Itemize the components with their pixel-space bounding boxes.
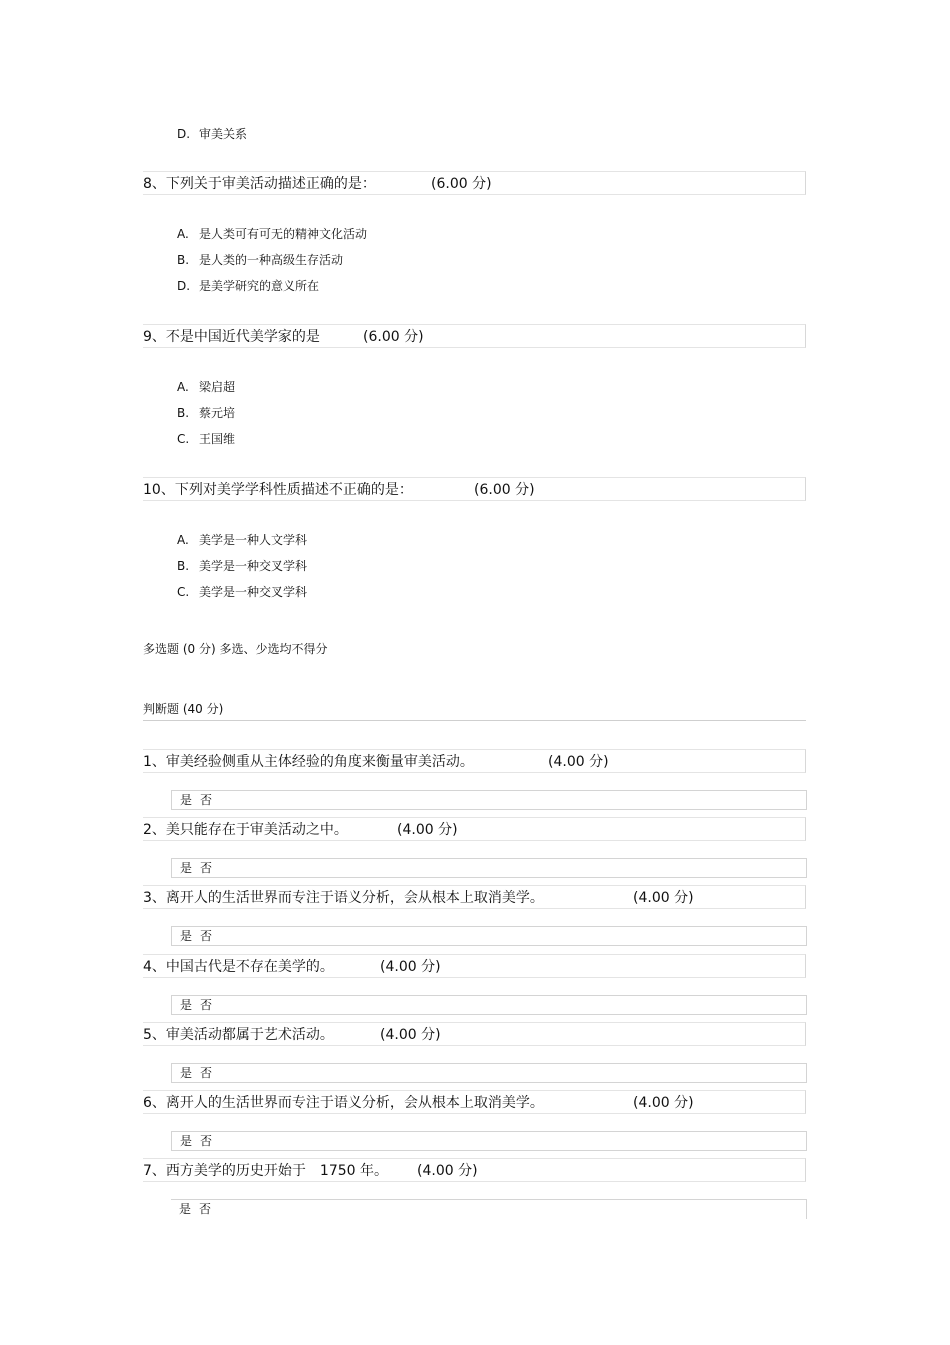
tf-answer-6	[171, 1131, 807, 1151]
q8-option-d[interactable]	[177, 278, 319, 294]
true-false-section-header: 判断题 (40 分)	[143, 702, 224, 716]
question-text: 5、审美活动都属于艺术活动。	[143, 1027, 334, 1043]
q9-option-c[interactable]	[177, 431, 235, 447]
q8-option-a[interactable]	[177, 226, 367, 242]
no-option[interactable]: 否	[200, 998, 213, 1012]
option-letter: D.	[177, 127, 191, 141]
no-option[interactable]: 否	[200, 1066, 213, 1080]
yes-option[interactable]: 是	[180, 793, 193, 807]
option-letter: C.	[177, 432, 190, 446]
tf-question-7	[143, 1158, 806, 1182]
tf-question-2	[143, 817, 806, 841]
yes-option[interactable]: 是	[180, 929, 193, 943]
tf-answer-7	[171, 1199, 807, 1219]
question-text: 2、美只能存在于审美活动之中。	[143, 822, 348, 838]
option-text: 蔡元培	[199, 406, 236, 420]
question-9	[143, 324, 806, 348]
question-text: 9、不是中国近代美学家的是	[143, 329, 320, 345]
yes-option[interactable]: 是	[179, 1202, 192, 1216]
option-text: 是人类可有可无的精神文化活动	[199, 227, 368, 241]
option-letter: A.	[177, 227, 189, 241]
option-letter: A.	[177, 380, 189, 394]
tf-answer-5	[171, 1063, 807, 1083]
question-score: (4.00 分)	[380, 1027, 441, 1043]
question-text: 1、审美经验侧重从主体经验的角度来衡量审美活动。	[143, 754, 474, 770]
prev-option-d[interactable]	[177, 126, 247, 142]
tf-question-6	[143, 1090, 806, 1114]
option-text: 美学是一种人文学科	[199, 533, 308, 547]
option-letter: B.	[177, 253, 190, 267]
question-score: (4.00 分)	[633, 1095, 694, 1111]
question-text: 10、下列对美学学科性质描述不正确的是：	[143, 482, 413, 498]
question-text: 3、离开人的生活世界而专注于语义分析，会从根本上取消美学。	[143, 890, 544, 906]
question-score: (4.00 分)	[380, 959, 441, 975]
question-text: 7、西方美学的历史开始于 1750 年。	[143, 1163, 388, 1179]
question-score: (6.00 分)	[474, 482, 535, 498]
question-score: (6.00 分)	[363, 329, 424, 345]
question-text: 4、中国古代是不存在美学的。	[143, 959, 334, 975]
q8-option-b[interactable]	[177, 252, 343, 268]
q9-option-a[interactable]	[177, 379, 235, 395]
question-8	[143, 171, 806, 195]
yes-option[interactable]: 是	[180, 1134, 193, 1148]
yes-option[interactable]: 是	[180, 998, 193, 1012]
question-10	[143, 477, 806, 501]
yes-option[interactable]: 是	[180, 1066, 193, 1080]
option-text: 是人类的一种高级生存活动	[199, 253, 344, 267]
no-option[interactable]: 否	[199, 1202, 212, 1216]
no-option[interactable]: 否	[200, 929, 213, 943]
option-letter: C.	[177, 585, 190, 599]
yes-option[interactable]: 是	[180, 861, 193, 875]
tf-question-5	[143, 1022, 806, 1046]
tf-answer-1	[171, 790, 807, 810]
option-letter: D.	[177, 279, 191, 293]
multi-choice-section-header: 多选题 (0 分) 多选、少选均不得分	[143, 642, 328, 656]
question-score: (4.00 分)	[548, 754, 609, 770]
option-text: 美学是一种交叉学科	[199, 585, 308, 599]
question-score: (4.00 分)	[633, 890, 694, 906]
question-score: (6.00 分)	[431, 176, 492, 192]
option-text: 梁启超	[199, 380, 236, 394]
question-score: (4.00 分)	[417, 1163, 478, 1179]
tf-answer-4	[171, 995, 807, 1015]
option-text: 王国维	[199, 432, 236, 446]
option-letter: B.	[177, 406, 190, 420]
no-option[interactable]: 否	[200, 1134, 213, 1148]
tf-answer-2	[171, 858, 807, 878]
option-letter: A.	[177, 533, 189, 547]
tf-question-4	[143, 954, 806, 978]
question-text: 6、离开人的生活世界而专注于语义分析，会从根本上取消美学。	[143, 1095, 544, 1111]
q10-option-a[interactable]	[177, 532, 307, 548]
option-text: 美学是一种交叉学科	[199, 559, 308, 573]
question-text: 8、下列关于审美活动描述正确的是：	[143, 176, 376, 192]
option-text: 是美学研究的意义所在	[199, 279, 320, 293]
no-option[interactable]: 否	[200, 861, 213, 875]
q9-option-b[interactable]	[177, 405, 235, 421]
tf-question-1	[143, 749, 806, 773]
q10-option-b[interactable]	[177, 558, 307, 574]
option-letter: B.	[177, 559, 190, 573]
no-option[interactable]: 否	[200, 793, 213, 807]
q10-option-c[interactable]	[177, 584, 307, 600]
section-divider	[143, 720, 806, 721]
tf-question-3	[143, 885, 806, 909]
tf-answer-3	[171, 926, 807, 946]
question-score: (4.00 分)	[397, 822, 458, 838]
option-text: 审美关系	[199, 127, 248, 141]
